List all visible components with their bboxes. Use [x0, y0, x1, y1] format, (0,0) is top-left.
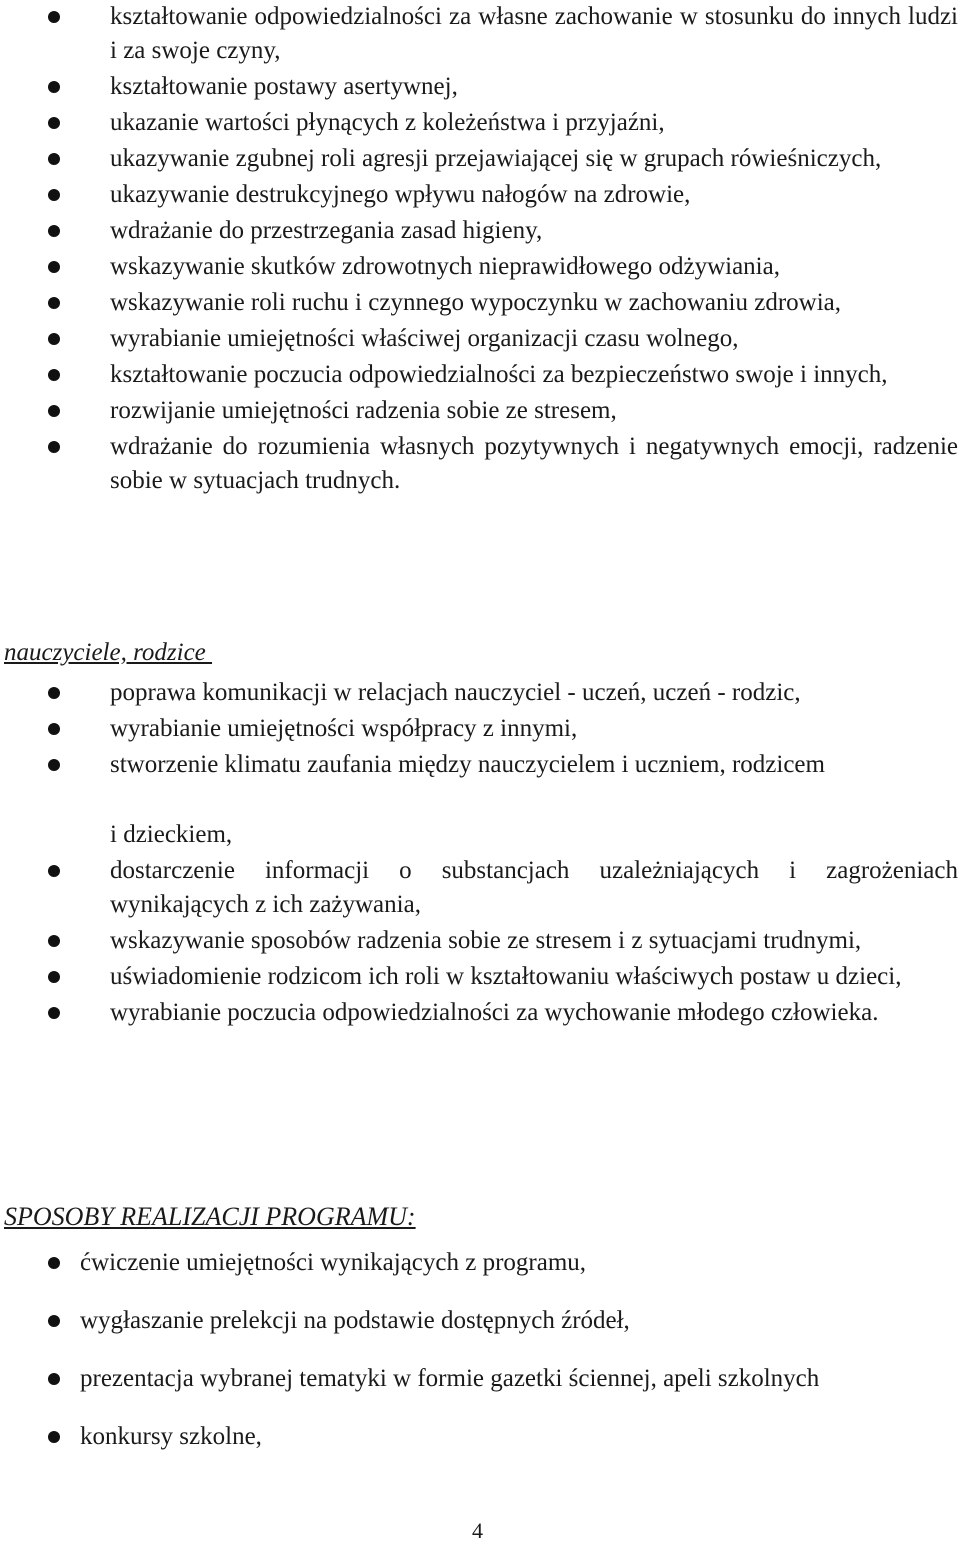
bullet-icon: [48, 935, 60, 947]
bullet-icon: [48, 1431, 60, 1443]
list-item: [0, 996, 960, 1030]
list-item: [0, 924, 960, 958]
list-item: [0, 1362, 960, 1396]
list-item: [0, 676, 960, 710]
list-item-text: wskazywanie roli ruchu i czynnego wypoczynku w zachowaniu zdrowia,: [110, 289, 841, 316]
list-item: [0, 1420, 960, 1454]
list-item: [0, 394, 960, 428]
list-item-text: ukazywanie destrukcyjnego wpływu nałogów na zdrowie,: [110, 181, 691, 208]
bullet-icon: [48, 865, 60, 877]
subheading-teachers-parents: nauczyciele, rodzice: [4, 639, 213, 666]
list-item: [0, 358, 960, 392]
list-item-text: konkursy szkolne,: [80, 1423, 262, 1450]
list-item: [0, 712, 960, 746]
list-item-text: prezentacja wybranej tematyki w formie gazetki ściennej, apeli szkolnych: [80, 1365, 820, 1392]
bullet-icon: [48, 687, 60, 699]
list-item-text: poprawa komunikacji w relacjach nauczyciel - uczeń, uczeń - rodzic,: [110, 679, 801, 706]
list-item-text: kształtowanie odpowiedzialności za własne zachowanie w stosunku do innych ludzi i za swoje czyny,: [110, 3, 958, 64]
list-item-text: ukazywanie zgubnej roli agresji przejawiającej się w grupach rówieśniczych,: [110, 145, 882, 172]
list-item-text: stworzenie klimatu zaufania między nauczycielem i uczniem, rodzicem: [110, 751, 825, 778]
bullet-icon: [48, 759, 60, 771]
list-item-text: wskazywanie sposobów radzenia sobie ze stresem i z sytuacjami trudnymi,: [110, 927, 862, 954]
list-item: [0, 1304, 960, 1338]
section-heading: SPOSOBY REALIZACJI PROGRAMU:: [4, 1202, 416, 1231]
bullet-icon: [48, 11, 60, 23]
bullet-icon: [48, 369, 60, 381]
list-item-text: dostarczenie informacji o substancjach uzależniających i zagrożeniach wynikających z ich zażywania,: [110, 857, 958, 918]
implementation-methods-list: [0, 1246, 960, 1478]
bullet-icon: [48, 405, 60, 417]
goals-list-teachers-parents: [0, 676, 960, 1032]
bullet-icon: [48, 333, 60, 345]
goals-list-students: [0, 0, 960, 500]
list-item: [0, 286, 960, 320]
list-item: [0, 322, 960, 356]
list-item-text: uświadomienie rodzicom ich roli w kształtowaniu właściwych postaw u dzieci,: [110, 963, 902, 990]
list-item: [0, 818, 960, 852]
list-item-text: wdrażanie do rozumienia własnych pozytywnych i negatywnych emocji, radzenie sobie w sytuacjach trudnych.: [110, 433, 958, 494]
bullet-icon: [48, 1007, 60, 1019]
list-item-text: wyrabianie umiejętności właściwej organizacji czasu wolnego,: [110, 325, 739, 352]
bullet-icon: [48, 723, 60, 735]
list-item: [0, 748, 960, 782]
list-item: [0, 178, 960, 212]
bullet-icon: [48, 1315, 60, 1327]
list-item: [0, 0, 960, 68]
list-item: [0, 854, 960, 922]
list-item: [0, 960, 960, 994]
bullet-icon: [48, 441, 60, 453]
list-item: [0, 250, 960, 284]
bullet-icon: [48, 297, 60, 309]
list-item: [0, 70, 960, 104]
bullet-icon: [48, 81, 60, 93]
list-item-text: rozwijanie umiejętności radzenia sobie ze stresem,: [110, 397, 617, 424]
bullet-icon: [48, 261, 60, 273]
list-item-text: wdrażanie do przestrzegania zasad higieny,: [110, 217, 543, 244]
list-item: [0, 214, 960, 248]
list-item-text: ukazanie wartości płynących z koleżeństwa i przyjaźni,: [110, 109, 665, 136]
bullet-icon: [48, 971, 60, 983]
bullet-icon: [48, 117, 60, 129]
bullet-icon: [48, 1373, 60, 1385]
list-item-text: wygłaszanie prelekcji na podstawie dostępnych źródeł,: [80, 1307, 630, 1334]
list-item: [0, 106, 960, 140]
list-item-text: i dzieckiem,: [110, 821, 233, 848]
list-item-text: wyrabianie poczucia odpowiedzialności za wychowanie młodego człowieka.: [110, 999, 879, 1026]
list-item: [0, 142, 960, 176]
list-item-text: kształtowanie poczucia odpowiedzialności za bezpieczeństwo swoje i innych,: [110, 361, 888, 388]
list-item: [0, 430, 960, 498]
list-item-text: wyrabianie umiejętności współpracy z innymi,: [110, 715, 578, 742]
list-item: [0, 1246, 960, 1280]
list-item-text: ćwiczenie umiejętności wynikających z programu,: [80, 1249, 587, 1276]
bullet-icon: [48, 153, 60, 165]
bullet-icon: [48, 225, 60, 237]
page-number: 4: [472, 1518, 483, 1543]
bullet-icon: [48, 189, 60, 201]
list-item-text: wskazywanie skutków zdrowotnych nieprawidłowego odżywiania,: [110, 253, 780, 280]
list-item-text: kształtowanie postawy asertywnej,: [110, 73, 458, 100]
bullet-icon: [48, 1257, 60, 1269]
